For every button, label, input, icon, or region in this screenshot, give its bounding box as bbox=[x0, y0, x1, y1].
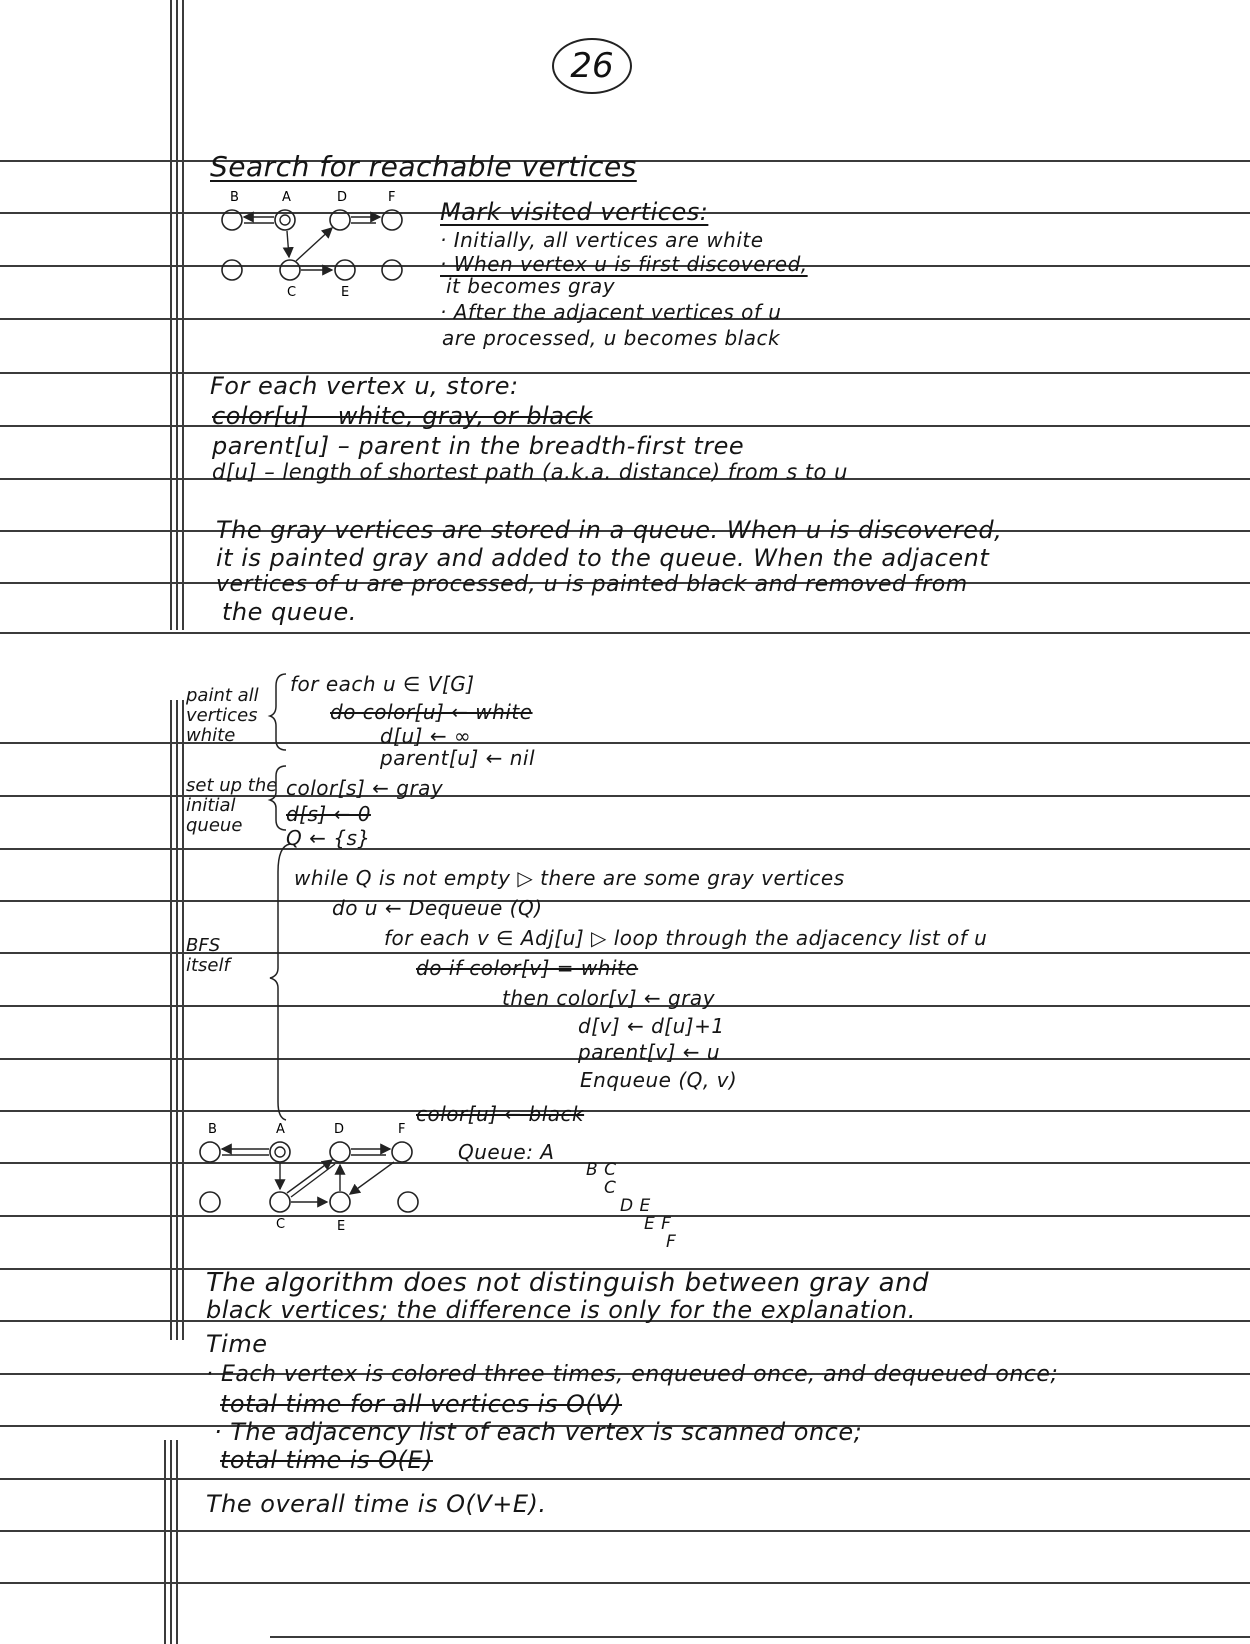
margin-line bbox=[170, 1440, 172, 1644]
ruled-line bbox=[0, 372, 1250, 374]
algo-line-9: do u ← Dequeue (Q) bbox=[332, 896, 543, 920]
queue-label: Queue: A bbox=[458, 1140, 555, 1164]
vertex-label-d: D bbox=[334, 1122, 345, 1137]
margin-line bbox=[176, 700, 178, 1340]
algo-line-11: do if color[v] = white bbox=[416, 956, 639, 980]
algo-line-1: for each u ∈ V[G] bbox=[290, 672, 475, 696]
vertex-d bbox=[330, 1142, 350, 1162]
ruled-line bbox=[0, 1110, 1250, 1112]
store-line: parent[u] – parent in the breadth-first tree bbox=[212, 432, 745, 460]
vertex-e bbox=[330, 1192, 350, 1212]
page-number: 26 bbox=[552, 38, 632, 94]
margin-note-paint bbox=[186, 686, 259, 746]
vertex-label-f: F bbox=[398, 1122, 406, 1137]
margin-note-bfs bbox=[186, 936, 230, 976]
vertex-b bbox=[222, 210, 242, 230]
vertex-label-b: B bbox=[208, 1122, 217, 1137]
graph-diagram-2 bbox=[196, 1120, 426, 1245]
vertex-h bbox=[398, 1192, 418, 1212]
vertex-label-c: C bbox=[287, 285, 297, 300]
mark-line: · When vertex u is first discovered, bbox=[440, 252, 808, 276]
algo-line-5: color[s] ← gray bbox=[286, 776, 444, 800]
margin-note-line: set up the bbox=[186, 775, 278, 796]
queue-paragraph-line: it is painted gray and added to the queue. When the adjacent bbox=[216, 544, 990, 572]
time-line: total time is O(E) bbox=[220, 1446, 433, 1474]
note-line: black vertices; the difference is only for the explanation. bbox=[206, 1296, 916, 1324]
brace-bfs bbox=[270, 844, 290, 1120]
edge-c-d bbox=[287, 1160, 332, 1193]
vertex-e bbox=[335, 260, 355, 280]
algo-line-16: color[u] ← black bbox=[416, 1102, 585, 1126]
vertex-label-e: E bbox=[337, 1219, 346, 1234]
algo-line-14: parent[v] ← u bbox=[578, 1040, 721, 1064]
queue-row: B C bbox=[586, 1160, 617, 1180]
note-line: The algorithm does not distinguish between gray and bbox=[206, 1268, 929, 1298]
queue-paragraph-line: the queue. bbox=[222, 598, 357, 626]
margin-line bbox=[176, 1440, 178, 1644]
margin-note-line: vertices bbox=[186, 705, 258, 726]
vertex-label-a: A bbox=[276, 1122, 285, 1137]
store-line: d[u] – length of shortest path (a.k.a. distance) from s to u bbox=[212, 460, 848, 484]
vertex-label-a: A bbox=[282, 190, 291, 205]
vertex-g bbox=[222, 260, 242, 280]
vertex-label-c: C bbox=[276, 1217, 286, 1232]
margin-line bbox=[176, 0, 178, 630]
edge-f-e bbox=[350, 1162, 394, 1194]
time-line: · Each vertex is colored three times, enqueued once, and dequeued once; bbox=[206, 1362, 1059, 1387]
queue-paragraph-line: vertices of u are processed, u is painted black and removed from bbox=[216, 572, 968, 597]
vertex-label-f: F bbox=[388, 190, 396, 205]
ruled-line bbox=[270, 1636, 1250, 1638]
margin-note-line: white bbox=[186, 725, 236, 746]
algo-line-13: d[v] ← d[u]+1 bbox=[578, 1014, 725, 1038]
vertex-a bbox=[275, 210, 295, 230]
brace-setup bbox=[270, 766, 286, 830]
brace-group bbox=[262, 672, 302, 1142]
vertex-g bbox=[200, 1192, 220, 1212]
time-line: total time for all vertices is O(V) bbox=[220, 1390, 623, 1418]
vertex-label-d: D bbox=[337, 190, 348, 205]
vertex-a-inner bbox=[275, 1147, 285, 1157]
mark-line: · Initially, all vertices are white bbox=[440, 228, 764, 252]
edge-c-d-2 bbox=[291, 1164, 335, 1197]
algo-line-8: while Q is not empty ▷ there are some gray vertices bbox=[294, 866, 845, 890]
time-conclusion: The overall time is O(V+E). bbox=[206, 1490, 547, 1518]
mark-title: Mark visited vertices: bbox=[440, 198, 709, 226]
margin-note-line: initial bbox=[186, 795, 236, 816]
store-line: color[u] – white, gray, or black bbox=[212, 402, 593, 430]
queue-row: F bbox=[666, 1232, 677, 1252]
vertex-h bbox=[382, 260, 402, 280]
margin-note-line: paint all bbox=[186, 685, 259, 706]
algo-line-10: for each v ∈ Adj[u] ▷ loop through the adjacency list of u bbox=[384, 926, 988, 950]
mark-line: it becomes gray bbox=[446, 274, 616, 298]
queue-row: E F bbox=[644, 1214, 672, 1234]
vertex-b bbox=[200, 1142, 220, 1162]
margin-note-line: queue bbox=[186, 815, 243, 836]
vertex-a-inner bbox=[280, 215, 290, 225]
queue-paragraph-line: The gray vertices are stored in a queue. When u is discovered, bbox=[216, 516, 1003, 544]
time-line: · The adjacency list of each vertex is scanned once; bbox=[214, 1418, 863, 1446]
vertex-a bbox=[270, 1142, 290, 1162]
section-title: Search for reachable vertices bbox=[210, 150, 637, 183]
edge-a-c bbox=[287, 231, 289, 257]
vertex-f bbox=[382, 210, 402, 230]
edge-c-d bbox=[296, 228, 332, 261]
margin-line bbox=[164, 1440, 166, 1644]
ruled-line bbox=[0, 1162, 1250, 1164]
queue-row: C bbox=[604, 1178, 617, 1198]
algo-line-3: d[u] ← ∞ bbox=[380, 724, 472, 748]
vertex-label-e: E bbox=[341, 285, 350, 300]
ruled-line bbox=[0, 1478, 1250, 1480]
algo-line-7: Q ← {s} bbox=[286, 826, 371, 850]
ruled-line bbox=[0, 425, 1250, 427]
ruled-line bbox=[0, 1530, 1250, 1532]
margin-line bbox=[170, 700, 172, 1340]
mark-line: · After the adjacent vertices of u bbox=[440, 300, 782, 324]
margin-line bbox=[170, 0, 172, 630]
margin-line bbox=[182, 0, 184, 630]
algo-line-15: Enqueue (Q, v) bbox=[580, 1068, 738, 1092]
vertex-f bbox=[392, 1142, 412, 1162]
ruled-line bbox=[0, 848, 1250, 850]
ruled-line bbox=[0, 1582, 1250, 1584]
brace-paint bbox=[270, 674, 286, 750]
mark-line: are processed, u becomes black bbox=[442, 326, 781, 350]
margin-note-line: itself bbox=[186, 955, 230, 976]
graph-diagram-1 bbox=[210, 188, 420, 308]
margin-line bbox=[182, 700, 184, 1340]
vertex-label-b: B bbox=[230, 190, 239, 205]
algo-line-12: then color[v] ← gray bbox=[502, 986, 716, 1010]
algo-line-2: do color[u] ← white bbox=[330, 700, 533, 724]
algo-line-6: d[s] ← 0 bbox=[286, 802, 371, 826]
margin-note-line: BFS bbox=[186, 935, 221, 956]
ruled-line bbox=[0, 900, 1250, 902]
vertex-d bbox=[330, 210, 350, 230]
queue-row: D E bbox=[620, 1196, 651, 1216]
ruled-line bbox=[0, 632, 1250, 634]
time-title: Time bbox=[206, 1330, 268, 1358]
store-title: For each vertex u, store: bbox=[210, 372, 519, 400]
vertex-c bbox=[280, 260, 300, 280]
algo-line-4: parent[u] ← nil bbox=[380, 746, 536, 770]
vertex-c bbox=[270, 1192, 290, 1212]
